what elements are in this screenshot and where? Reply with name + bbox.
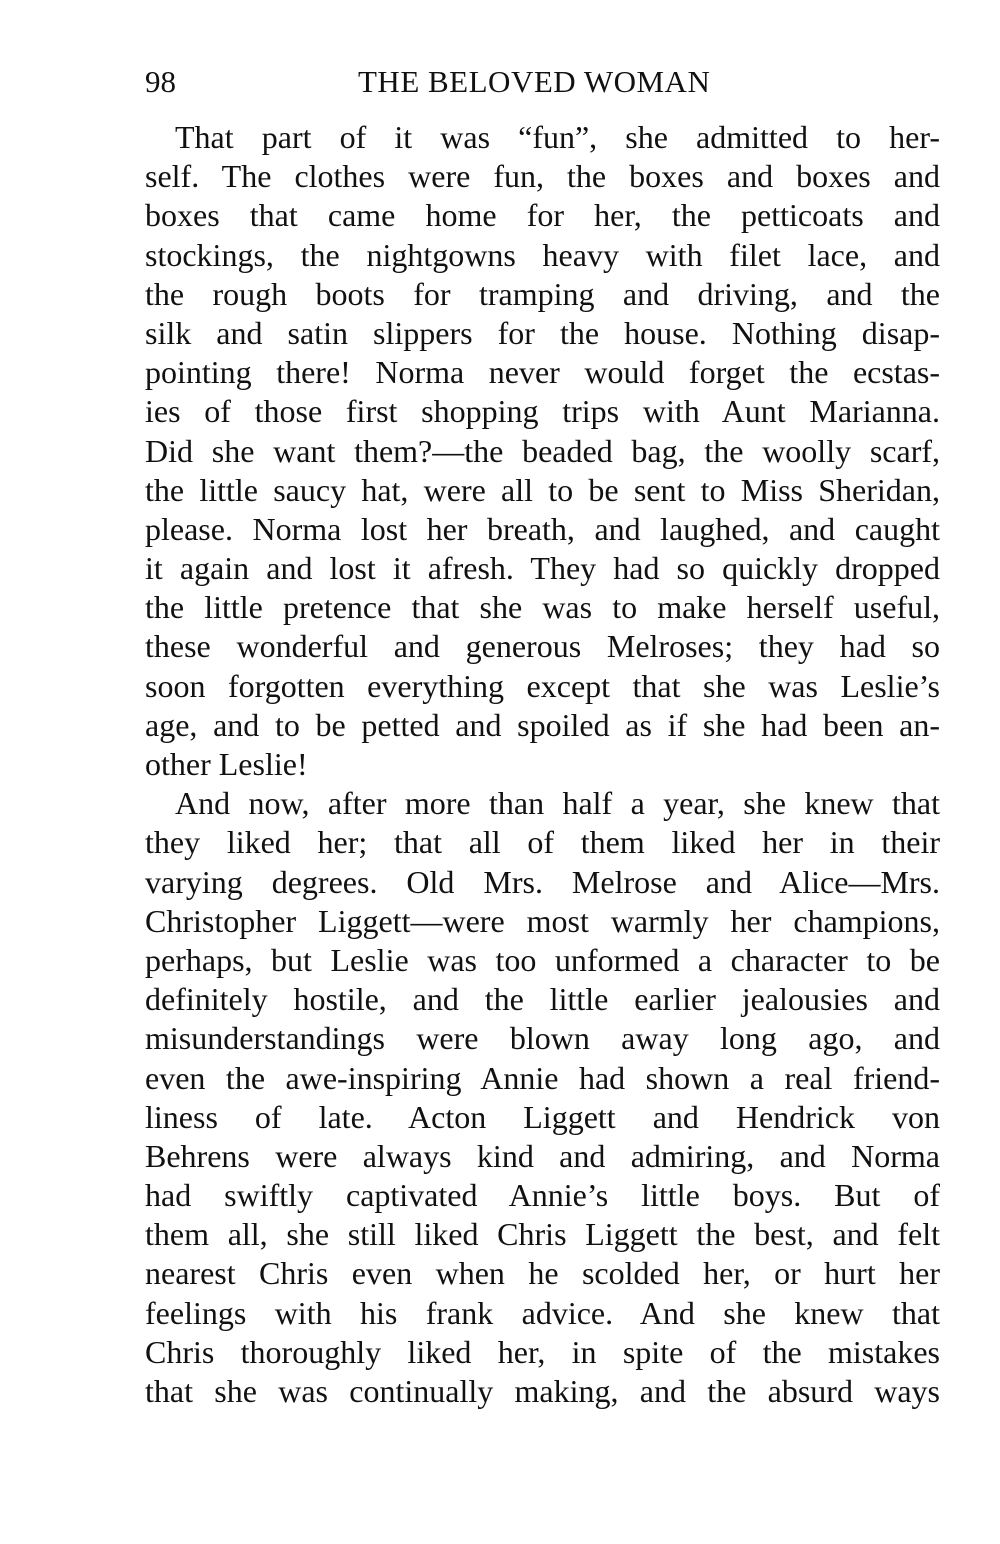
text-line: it again and lost it afresh. They had so quickly dropped: [145, 550, 940, 587]
text-line: stockings, the nightgowns heavy with filet lace, and: [145, 236, 940, 273]
text-line: perhaps, but Leslie was too unformed a character to be: [145, 941, 940, 978]
text-line: other Leslie!: [145, 746, 308, 782]
text-line: And now, after more than half a year, she knew that: [175, 785, 940, 822]
text-line: had swiftly captivated Annie’s little boys. But of: [145, 1177, 940, 1214]
text-line: That part of it was “fun”, she admitted to her-: [175, 119, 940, 155]
text-line: Did she want them?—the beaded bag, the woolly scarf,: [145, 432, 940, 469]
text-line: nearest Chris even when he scolded her, or hurt her: [145, 1255, 940, 1292]
text-line: they liked her; that all of them liked her in their: [145, 824, 940, 861]
paragraph-1: [145, 118, 940, 784]
text-line: Christopher Liggett—were most warmly her champions,: [145, 902, 940, 939]
running-head: [145, 62, 940, 102]
body-text: [145, 118, 940, 1411]
text-line: ies of those first shopping trips with Aunt Marianna.: [145, 393, 940, 430]
text-line: misunderstandings were blown away long ago, and: [145, 1020, 940, 1057]
text-line: pointing there! Norma never would forget the ecstas-: [145, 354, 940, 391]
text-line: these wonderful and generous Melroses; they had so: [145, 628, 940, 665]
text-line: silk and satin slippers for the house. Nothing disap-: [145, 314, 940, 351]
text-line: please. Norma lost her breath, and laughed, and caught: [145, 510, 940, 547]
text-line: soon forgotten everything except that she was Leslie’s: [145, 667, 940, 704]
text-line: the little pretence that she was to make herself useful,: [145, 589, 940, 626]
running-title: THE BELOVED WOMAN: [358, 64, 711, 99]
page-number: 98: [145, 64, 176, 99]
text-line: the little saucy hat, were all to be sent to Miss Sheridan,: [145, 471, 940, 508]
text-line: self. The clothes were fun, the boxes and boxes and: [145, 158, 940, 195]
text-line: definitely hostile, and the little earlier jealousies and: [145, 981, 940, 1018]
text-line: liness of late. Acton Liggett and Hendrick von: [145, 1098, 940, 1135]
text-line: Chris thoroughly liked her, in spite of the mistakes: [145, 1333, 940, 1370]
text-line: Behrens were always kind and admiring, and Norma: [145, 1137, 940, 1174]
text-line: even the awe-inspiring Annie had shown a real friend-: [145, 1059, 940, 1096]
paragraph-2: [145, 784, 940, 1411]
text-line: the rough boots for tramping and driving, and the: [145, 275, 940, 312]
text-line: boxes that came home for her, the petticoats and: [145, 197, 940, 234]
text-line: varying degrees. Old Mrs. Melrose and Alice—Mrs.: [145, 863, 940, 900]
text-line: feelings with his frank advice. And she knew that: [145, 1294, 940, 1331]
text-line: them all, she still liked Chris Liggett the best, and felt: [145, 1216, 940, 1253]
text-line: age, and to be petted and spoiled as if she had been an-: [145, 706, 940, 743]
text-line: that she was continually making, and the absurd ways: [145, 1373, 940, 1409]
